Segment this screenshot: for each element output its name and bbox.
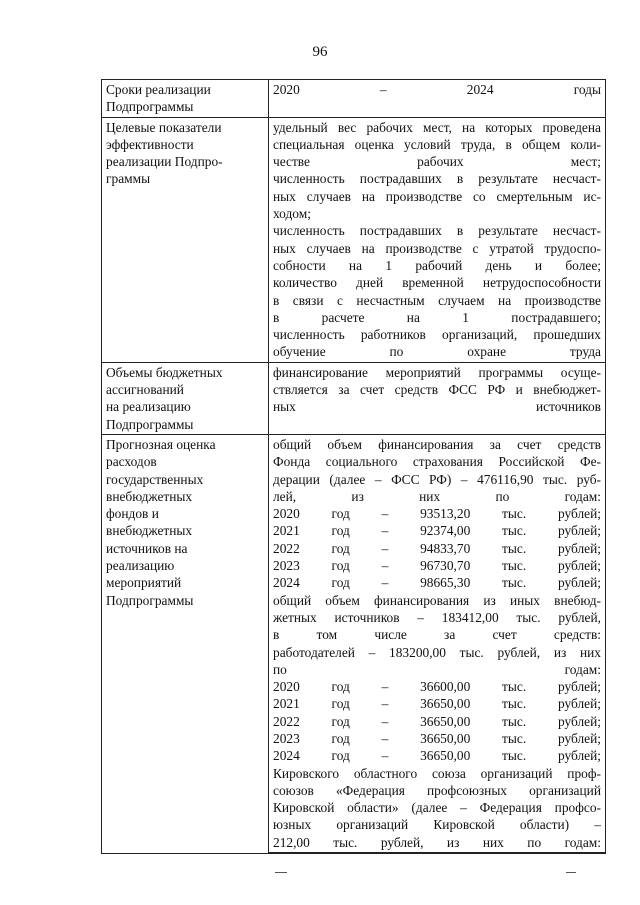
label-line: внебюджетных bbox=[106, 523, 193, 539]
content-line: специальная оценка условий труда, в общем коли- bbox=[273, 136, 601, 152]
content-line: работодателей – 183200,00 тыс. рублей, из них bbox=[273, 644, 601, 660]
content-line: честве рабочих мест; bbox=[273, 154, 601, 170]
content-line: по годам: bbox=[273, 661, 601, 677]
content-line: ходом; bbox=[273, 206, 311, 222]
content-line: 2022 год – 36650,00 тыс. рублей; bbox=[273, 713, 601, 729]
content-line: финансирование мероприятий программы осуще- bbox=[273, 364, 601, 380]
content-line: Кировской области» (далее – Федерация профсо- bbox=[273, 800, 601, 816]
subprogram-passport-table bbox=[101, 79, 606, 854]
content-line: 2023 год – 36650,00 тыс. рублей; bbox=[273, 730, 601, 746]
content-line: в расчете на 1 пострадавшего; bbox=[273, 309, 601, 325]
label-line: расходов bbox=[106, 454, 157, 470]
page-number: 96 bbox=[312, 44, 328, 60]
table-row bbox=[102, 434, 606, 853]
label-line: на реализацию bbox=[106, 399, 191, 415]
label-line: Объемы бюджетных bbox=[106, 364, 223, 380]
content-line: ствляется за счет средств ФСС РФ и внебюджет- bbox=[273, 382, 601, 398]
content-line: 2021 год – 92374,00 тыс. рублей; bbox=[273, 523, 601, 539]
content-line: 2023 год – 96730,70 тыс. рублей; bbox=[273, 558, 601, 574]
content-line: Кировского областного союза организаций проф- bbox=[273, 765, 601, 781]
content-line: 2020 год – 93513,20 тыс. рублей; bbox=[273, 506, 601, 522]
content-line: 2020 – 2024 годы bbox=[273, 82, 601, 97]
row-content bbox=[269, 434, 606, 853]
scan-artifact bbox=[275, 872, 287, 873]
label-line: реализации Подпро- bbox=[106, 154, 223, 170]
table-row bbox=[102, 117, 606, 362]
row-content bbox=[269, 80, 606, 118]
row-label bbox=[102, 434, 269, 853]
content-line: собности на 1 рабочий день и более; bbox=[273, 257, 601, 273]
content-line: ных источников bbox=[273, 399, 601, 415]
row-label bbox=[102, 80, 269, 118]
content-line: ных случаев на производстве с утратой трудоспо- bbox=[273, 240, 601, 256]
row-label bbox=[102, 362, 269, 434]
label-line: Сроки реализации bbox=[106, 82, 211, 97]
label-line: источников на bbox=[106, 540, 188, 556]
content-line: юзных организаций Кировской области) – bbox=[273, 817, 601, 833]
label-line: Целевые показатели bbox=[106, 119, 222, 135]
content-line: численность пострадавших в результате несчаст- bbox=[273, 223, 601, 239]
content-line: обучение по охране труда bbox=[273, 344, 601, 360]
table-row bbox=[102, 80, 606, 118]
content-line: 2021 год – 36650,00 тыс. рублей; bbox=[273, 696, 601, 712]
content-line: 2020 год – 36600,00 тыс. рублей; bbox=[273, 679, 601, 695]
content-line: ных случаев на производстве со смертельным ис- bbox=[273, 188, 601, 204]
label-line: эффективности bbox=[106, 136, 194, 152]
label-line: Прогнозная оценка bbox=[106, 436, 216, 452]
content-line: численность работников организаций, прошедших bbox=[273, 327, 601, 343]
content-line: удельный вес рабочих мест, на которых проведена bbox=[273, 119, 601, 135]
content-line: 2022 год – 94833,70 тыс. рублей; bbox=[273, 540, 601, 556]
content-line: 212,00 тыс. рублей, из них по годам: bbox=[273, 834, 601, 850]
content-line: Фонда социального страхования Российской Фе- bbox=[273, 454, 601, 470]
content-line: общий объем финансирования за счет средств bbox=[273, 436, 601, 452]
table-row bbox=[102, 362, 606, 434]
content-line: союзов «Федерация профсоюзных организаций bbox=[273, 782, 601, 798]
content-line: в связи с несчастным случаем на производстве bbox=[273, 292, 601, 308]
content-line: количество дней временной нетрудоспособности bbox=[273, 275, 601, 291]
label-line: граммы bbox=[106, 171, 151, 187]
scan-artifact bbox=[566, 872, 576, 873]
content-line: лей, из них по годам: bbox=[273, 488, 601, 504]
content-line: 2024 год – 36650,00 тыс. рублей; bbox=[273, 748, 601, 764]
label-line: государственных bbox=[106, 471, 204, 487]
label-line: мероприятий bbox=[106, 575, 182, 591]
row-label bbox=[102, 117, 269, 362]
label-line: Подпрограммы bbox=[106, 99, 194, 115]
content-line: общий объем финансирования из иных внебюд- bbox=[273, 592, 601, 608]
row-content bbox=[269, 117, 606, 362]
label-line: внебюджетных bbox=[106, 488, 193, 504]
content-line: в том числе за счет средств: bbox=[273, 627, 601, 643]
label-line: фондов и bbox=[106, 506, 159, 522]
content-line: жетных источников – 183412,00 тыс. рублей, bbox=[273, 609, 601, 625]
content-line: 2024 год – 98665,30 тыс. рублей; bbox=[273, 575, 601, 591]
row-content bbox=[269, 362, 606, 434]
content-line: численность пострадавших в результате несчаст- bbox=[273, 171, 601, 187]
label-line: реализацию bbox=[106, 558, 175, 574]
content-line: дерации (далее – ФСС РФ) – 476116,90 тыс. руб- bbox=[273, 471, 601, 487]
label-line: Подпрограммы bbox=[106, 592, 194, 608]
label-line: Подпрограммы bbox=[106, 416, 194, 432]
label-line: ассигнований bbox=[106, 382, 184, 398]
